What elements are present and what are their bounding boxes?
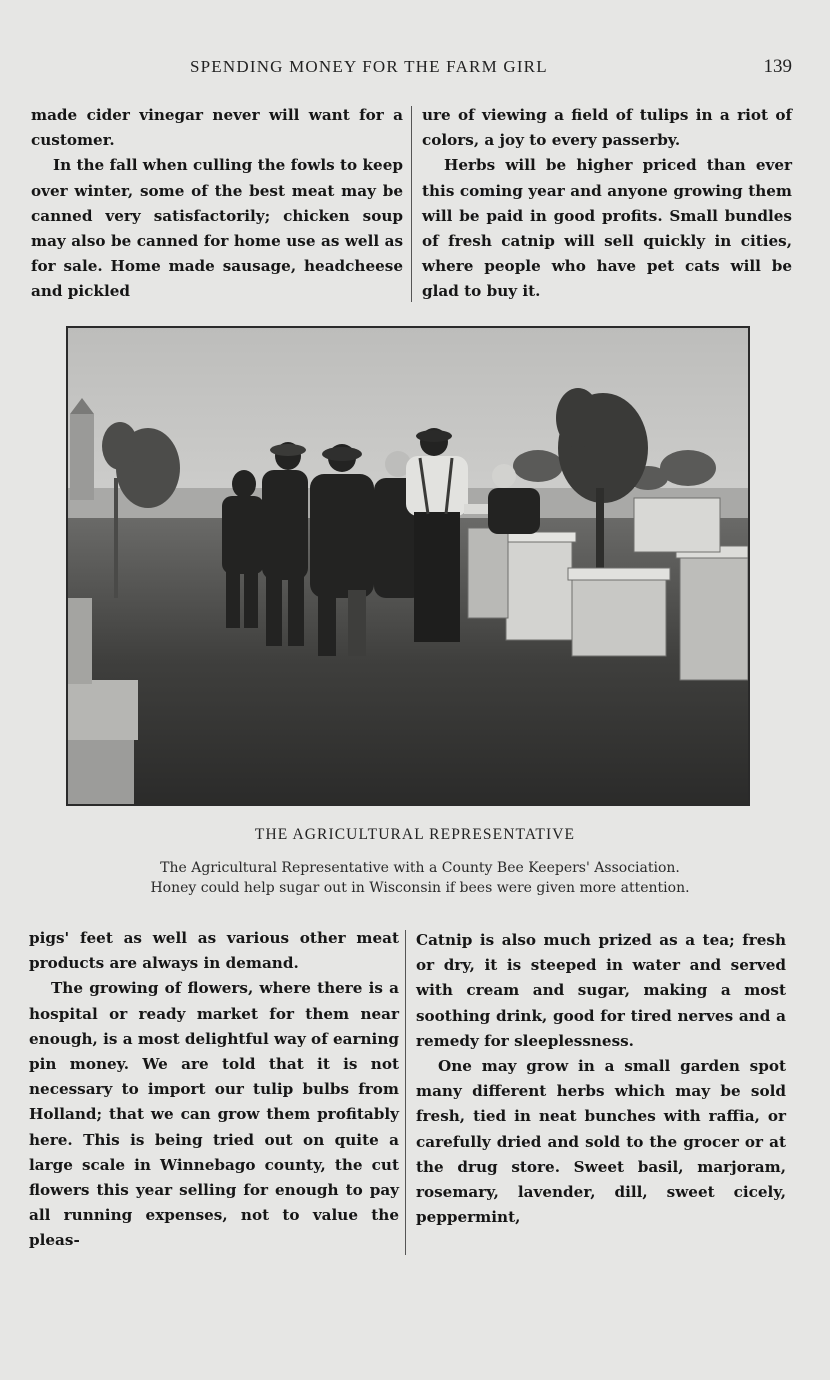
bottom-left-column [29,926,399,1254]
figure-caption [40,858,800,898]
paragraph: made cider vinegar never will want for a customer. [31,106,403,150]
paragraph: Herbs will be higher priced than ever this coming year and anyone growing them will be paid in good profits. Small bundles of fresh catnip will sell quickly in cities, where people who have pet cats will be glad to buy it. [422,156,792,301]
photograph [66,326,750,806]
figure-title: THE AGRICULTURAL REPRESENTATIVE [254,826,576,843]
top-left-column [31,103,403,305]
caption-line: The Agricultural Representative with a County Bee Keepers' Association. [160,860,680,876]
paragraph: One may grow in a small garden spot many different herbs which may be sold fresh, tied in neat bunches with raffia, or carefully dried and sold to the grocer or at the drug store. Sweet basil, marjoram, rosemary, lavender, dill, sweet cicely, peppermint, [416,1057,786,1227]
paragraph: In the fall when culling the fowls to keep over winter, some of the best meat may be canned very satisfactorily; chicken soup may also be canned for home use as well as for sale. Home made sausage, headcheese and pickled [31,156,403,301]
paragraph: Catnip is also much prized as a tea; fresh or dry, it is steeped in water and served with cream and sugar, making a most soothing drink, good for tired nerves and a remedy for sleeplessness. [416,931,786,1050]
caption-line: Honey could help sugar out in Wisconsin if bees were given more attention. [150,880,690,896]
running-head [30,57,792,81]
top-right-column [422,103,792,305]
paragraph: pigs' feet as well as various other meat products are always in demand. [29,929,399,973]
column-rule [411,106,412,302]
page-number: 139 [763,56,792,77]
column-rule [405,930,406,1255]
running-title: SPENDING MONEY FOR THE FARM GIRL [190,57,548,76]
paragraph: The growing of flowers, where there is a hospital or ready market for them near enough, is a most delightful way of earning pin money. We are told that it is not necessary to import our tulip bulbs from Holland; that we can grow them profitably here. This is being tried out on quite a large scale in Winnebago county, the cut flowers this year selling for enough to pay all running expenses, not to value the pleas- [29,979,399,1250]
paragraph: ure of viewing a field of tulips in a riot of colors, a joy to every passerby. [422,106,792,150]
bottom-right-column [416,928,786,1230]
